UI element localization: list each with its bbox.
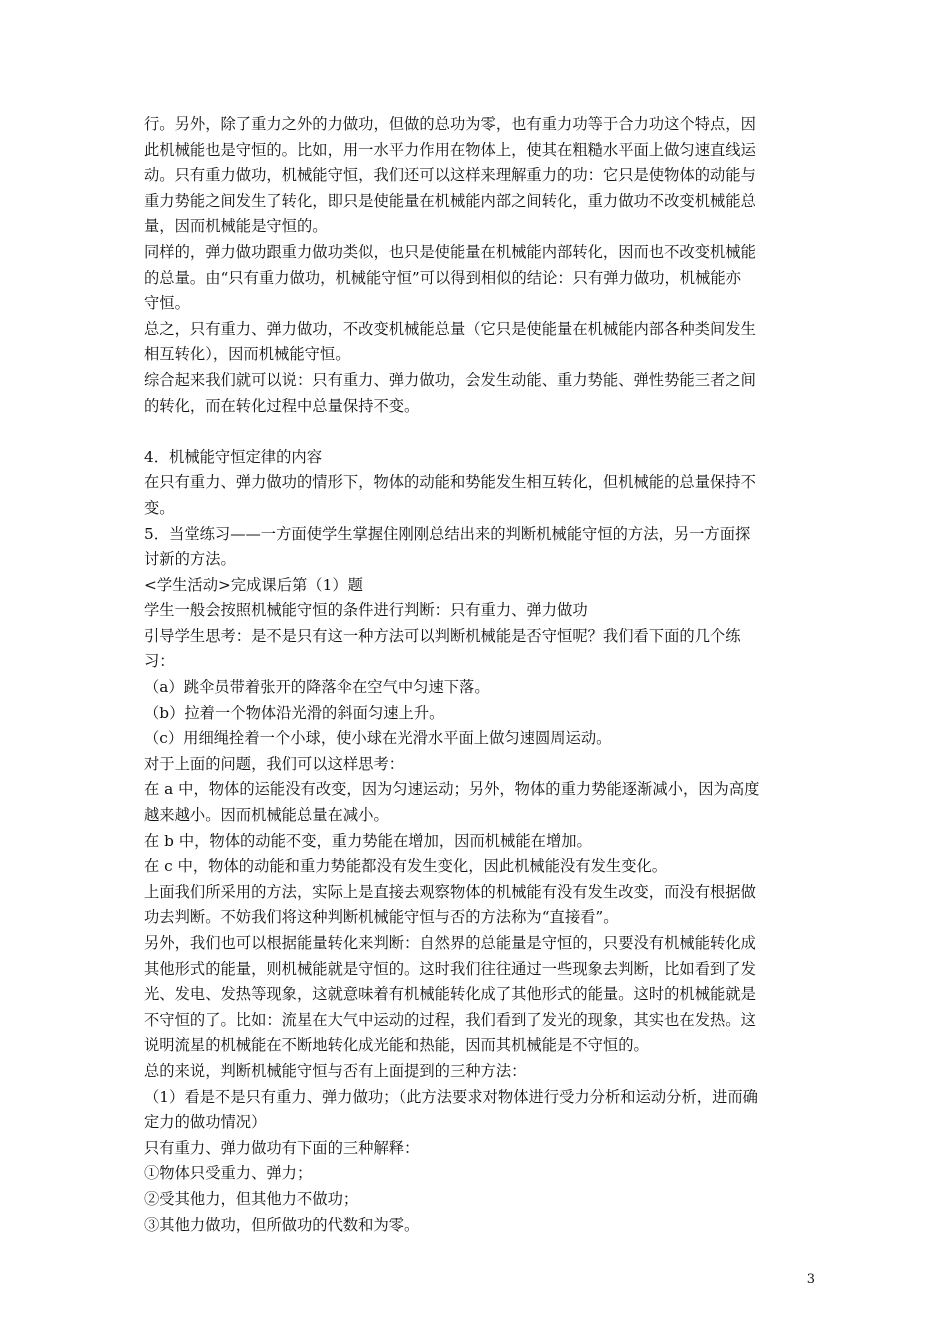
text-line: <学生活动>完成课后第（1）题 — [144, 575, 363, 594]
text-line: 不守恒的了。比如：流星在大气中运动的过程，我们看到了发光的现象，其实也在发热。这 — [144, 1010, 756, 1029]
text-line: 在 b 中，物体的动能不变，重力势能在增加，因而机械能在增加。 — [144, 831, 592, 850]
blank-line — [144, 419, 814, 445]
exercise-item: （a）跳伞员带着张开的降落伞在空气中匀速下落。 — [144, 678, 490, 697]
text-line: 说明流星的机械能在不断地转化成光能和热能，因而其机械能是不守恒的。 — [144, 1036, 649, 1055]
exercise-item: （c）用细绳拴着一个小球，使小球在光滑水平面上做匀速圆周运动。 — [144, 729, 612, 748]
text-line: 综合起来我们就可以说：只有重力、弹力做功，会发生动能、重力势能、弹性势能三者之间 — [144, 370, 756, 389]
explanation-item: ②受其他力，但其他力不做功； — [144, 1189, 359, 1208]
text-line: 的转化，而在转化过程中总量保持不变。 — [144, 396, 420, 415]
text-line: 对于上面的问题，我们可以这样思考： — [144, 754, 405, 773]
text-line: 在 a 中，物体的运能没有改变，因为匀速运动；另外，物体的重力势能逐渐减小，因为高度 — [144, 780, 760, 799]
text-line: 在 c 中，物体的动能和重力势能都没有发生变化，因此机械能没有发生变化。 — [144, 857, 668, 876]
text-line: 学生一般会按照机械能守恒的条件进行判断：只有重力、弹力做功 — [144, 601, 588, 620]
text-line: 总的来说，判断机械能守恒与否有上面提到的三种方法： — [144, 1061, 527, 1080]
text-line: 另外，我们也可以根据能量转化来判断：自然界的总能量是守恒的，只要没有机械能转化成 — [144, 934, 756, 952]
text-line: 重力势能之间发生了转化，即只是使能量在机械能内部之间转化，重力做功不改变机械能总 — [144, 191, 756, 210]
text-line: 行。另外，除了重力之外的力做功，但做的总功为零，也有重力功等于合力功这个特点，因 — [144, 115, 756, 133]
text-line: 相互转化），因而机械能守恒。 — [144, 345, 351, 364]
page-number: 3 — [806, 1272, 815, 1287]
text-line: 讨新的方法。 — [144, 550, 236, 569]
text-line: 上面我们所采用的方法，实际上是直接去观察物体的机械能有没有发生改变，而没有根据做 — [144, 882, 756, 901]
text-line: 其他形式的能量，则机械能就是守恒的。这时我们往往通过一些现象去判断，比如看到了发 — [144, 959, 756, 978]
text-line: 的总量。由“只有重力做功，机械能守恒”可以得到相似的结论：只有弹力做功，机械能亦 — [144, 268, 741, 287]
explanation-item: ①物体只受重力、弹力； — [144, 1164, 313, 1183]
text-line: 动。只有重力做功，机械能守恒，我们还可以这样来理解重力的功：它只是使物体的动能与 — [144, 166, 756, 185]
text-line: 总之，只有重力、弹力做功，不改变机械能总量（它只是使能量在机械能内部各种类间发生 — [144, 319, 756, 338]
text-line: 习： — [144, 652, 175, 671]
section-heading: 5．当堂练习——一方面使学生掌握住刚刚总结出来的判断机械能守恒的方法，另一方面探 — [144, 524, 751, 543]
text-line: 量，因而机械能是守恒的。 — [144, 217, 328, 236]
exercise-item: （b）拉着一个物体沿光滑的斜面匀速上升。 — [144, 703, 445, 722]
text-line: 变。 — [144, 498, 175, 517]
document-body — [144, 112, 814, 1238]
text-line: 越来越小。因而机械能总量在减小。 — [144, 806, 389, 825]
text-line: 在只有重力、弹力做功的情形下，物体的动能和势能发生相互转化，但机械能的总量保持不 — [144, 473, 756, 492]
text-line: 同样的，弹力做功跟重力做功类似，也只是使能量在机械能内部转化，因而也不改变机械能 — [144, 242, 756, 261]
text-line: 定力的做功情况） — [144, 1113, 267, 1132]
text-line: 引导学生思考：是不是只有这一种方法可以判断机械能是否守恒呢？我们看下面的几个练 — [144, 626, 741, 645]
method-item: （1）看是不是只有重力、弹力做功；（此方法要求对物体进行受力分析和运动分析，进而确 — [144, 1087, 758, 1106]
text-line: 光、发电、发热等现象，这就意味着有机械能转化成了其他形式的能量。这时的机械能就是 — [144, 985, 756, 1004]
text-line: 此机械能也是守恒的。比如，用一水平力作用在物体上，使其在粗糙水平面上做匀速直线运 — [144, 140, 756, 159]
explanation-item: ③其他力做功，但所做功的代数和为零。 — [144, 1215, 420, 1234]
text-line: 守恒。 — [144, 294, 190, 313]
section-heading: 4．机械能守恒定律的内容 — [144, 447, 322, 466]
text-line: 只有重力、弹力做功有下面的三种解释： — [144, 1138, 420, 1157]
text-line: 功去判断。不妨我们将这种判断机械能守恒与否的方法称为“直接看”。 — [144, 908, 619, 927]
